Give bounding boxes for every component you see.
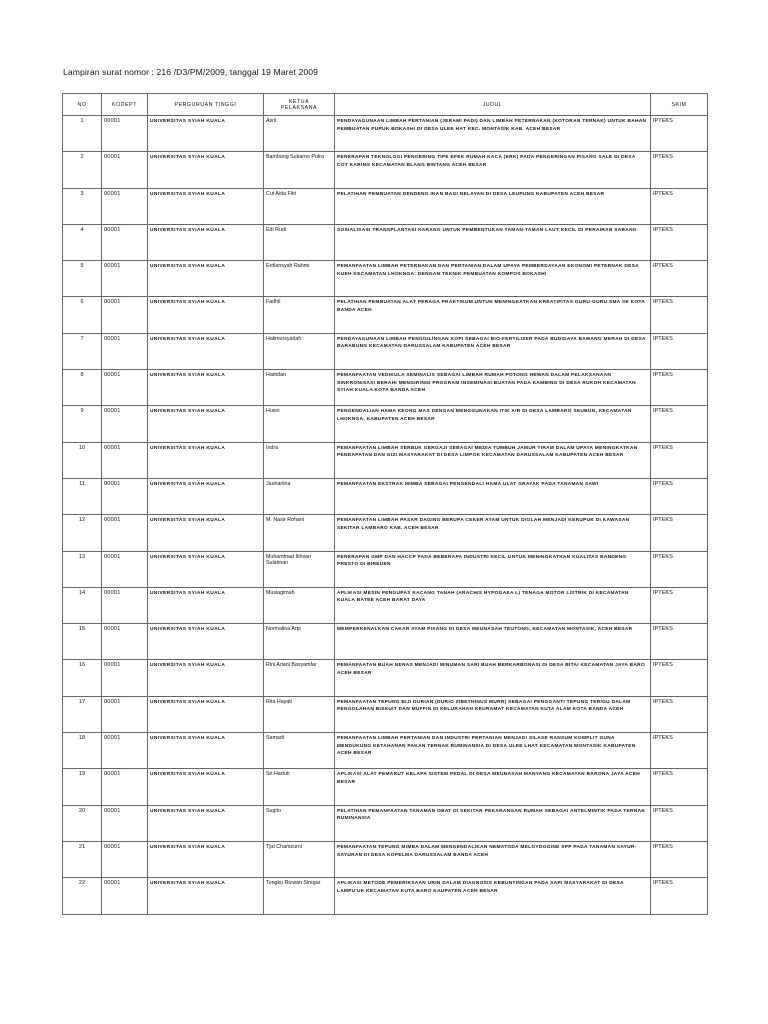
- judul-cell: PELATIHAN PEMANFAATAN TANAMAN OBAT DI SEKITAR PEKARANGAN RUMAH SEBAGAI ANTELMINTIK PADA TERNAK RUMINANSIA: [335, 805, 651, 841]
- header-perguruan-tinggi: PERGURUAN TINGGI: [148, 94, 264, 116]
- kodept-cell: 00001: [102, 551, 148, 587]
- row-number: 9: [63, 406, 102, 442]
- ketua-pelaksana-cell: Tjut Chamzurni: [264, 841, 335, 877]
- judul-cell: PELATIHAN PEMBUATAN ALAT PERAGA PRAKTIKUM UNTUK MENINGKATKAN KREATIFITAS GURU-GURU SMA SE KOTA BANDA ACEH: [335, 297, 651, 333]
- kodept-cell: 00001: [102, 696, 148, 732]
- perguruan-tinggi-cell: UNIVERSITAS SYIAH KUALA: [148, 769, 264, 805]
- row-number: 14: [63, 587, 102, 623]
- judul-cell: PEMANFAATAN BUAH NENAS MENJADI MINUMAN SARI BUAH BERKARBONASI DI DESA BITAI KECAMATAN JAYA BARO ACEH BESAR: [335, 660, 651, 696]
- ketua-pelaksana-cell: Halimursyadah: [264, 333, 335, 369]
- kodept-cell: 00001: [102, 442, 148, 478]
- skim-cell: IPTEKS: [651, 515, 708, 551]
- proposal-table: [62, 93, 708, 915]
- table-row: [63, 333, 708, 369]
- row-number: 12: [63, 515, 102, 551]
- skim-cell: IPTEKS: [651, 333, 708, 369]
- ketua-pelaksana-cell: Erdiansyah Rahmi: [264, 261, 335, 297]
- skim-cell: IPTEKS: [651, 261, 708, 297]
- skim-cell: IPTEKS: [651, 660, 708, 696]
- skim-cell: IPTEKS: [651, 370, 708, 406]
- row-number: 5: [63, 261, 102, 297]
- skim-cell: IPTEKS: [651, 878, 708, 914]
- row-number: 15: [63, 624, 102, 660]
- kodept-cell: 00001: [102, 805, 148, 841]
- judul-cell: PENERAPAN GMP DAN HACCP PADA BEBERAPA INDUSTRI KECIL UNTUK MENINGKATKAN KUALITAS BANDENG PRESTO DI BIREUEN: [335, 551, 651, 587]
- skim-cell: IPTEKS: [651, 841, 708, 877]
- table-row: [63, 152, 708, 188]
- header-ketua-line2: PELAKSANA: [280, 104, 318, 111]
- judul-cell: APLIKASI METODE PEMERIKSAAN URIN DALAM DIAGNOSIS KEBUNTINGAN PADA SAPI MASYARAKAT DI DESA LAMPU'UK KECAMATAN KUTA BARO KAUPATEN ACEH BESAR: [335, 878, 651, 914]
- skim-cell: IPTEKS: [651, 152, 708, 188]
- perguruan-tinggi-cell: UNIVERSITAS SYIAH KUALA: [148, 478, 264, 514]
- skim-cell: IPTEKS: [651, 188, 708, 224]
- perguruan-tinggi-cell: UNIVERSITAS SYIAH KUALA: [148, 878, 264, 914]
- header-no: NO: [63, 94, 102, 116]
- table-row: [63, 478, 708, 514]
- judul-cell: PEMANFAATAN LIMBAH SERBUK GERGAJI SEBAGAI MEDIA TUMBUH JAMUR TIRAM DALAM UPAYA MENINGKATKAN PENDAPATAN DAN GIZI MASYARAKAT DI DESA LIMPOK KECAMATAN DARUSSALAM KABUPATEN ACEH BESAR: [335, 442, 651, 478]
- judul-cell: PEMANFAATAN LIMBAH PERTANIAN DAN INDUSTRI PERTANIAN MENJADI SILASE RANSUM KOMPLIT GUNA MENDUKUNG KETAHANAN PAKAN TERNAK RUMINANSIA DI DESA ULEE LHAT KECAMATAN MONTASIK KABUPATEN ACEH BESAR: [335, 733, 651, 769]
- kodept-cell: 00001: [102, 478, 148, 514]
- kodept-cell: 00001: [102, 370, 148, 406]
- table-row: [63, 442, 708, 478]
- kodept-cell: 00001: [102, 515, 148, 551]
- table-row: [63, 261, 708, 297]
- ketua-pelaksana-cell: Tongku Rizwan Siregar: [264, 878, 335, 914]
- perguruan-tinggi-cell: UNIVERSITAS SYIAH KUALA: [148, 116, 264, 152]
- ketua-pelaksana-cell: Fadhil: [264, 297, 335, 333]
- header-kodept: KODEPT: [102, 94, 148, 116]
- row-number: 7: [63, 333, 102, 369]
- kodept-cell: 00001: [102, 587, 148, 623]
- row-number: 19: [63, 769, 102, 805]
- table-row: [63, 224, 708, 260]
- ketua-pelaksana-cell: Indra: [264, 442, 335, 478]
- perguruan-tinggi-cell: UNIVERSITAS SYIAH KUALA: [148, 442, 264, 478]
- kodept-cell: 00001: [102, 841, 148, 877]
- kodept-cell: 00001: [102, 116, 148, 152]
- judul-cell: MEMPERKENALKAN CAKAR AYAM PISANG DI DESA MEUNASAH TEUTONG, KECAMATAN MONTASIK, ACEH BESAR: [335, 624, 651, 660]
- ketua-pelaksana-cell: Bambang Sukarno Putra: [264, 152, 335, 188]
- header-skim: SKIM: [651, 94, 708, 116]
- table-row: [63, 624, 708, 660]
- ketua-pelaksana-cell: Edi Rudi: [264, 224, 335, 260]
- row-number: 16: [63, 660, 102, 696]
- perguruan-tinggi-cell: UNIVERSITAS SYIAH KUALA: [148, 370, 264, 406]
- skim-cell: IPTEKS: [651, 116, 708, 152]
- perguruan-tinggi-cell: UNIVERSITAS SYIAH KUALA: [148, 188, 264, 224]
- perguruan-tinggi-cell: UNIVERSITAS SYIAH KUALA: [148, 696, 264, 732]
- table-row: [63, 116, 708, 152]
- attachment-caption: Lampiran surat nomor : 216 /D3/PM/2009, tanggal 19 Maret 2009: [63, 67, 318, 77]
- table-row: [63, 660, 708, 696]
- table-row: [63, 297, 708, 333]
- kodept-cell: 00001: [102, 624, 148, 660]
- judul-cell: APLIKASI ALAT PEMARUT KELAPA SISTEM PEDAL DI DESA MEUNASAH MANYANG KECAMATAN BARONA JAYA ACEH BESAR: [335, 769, 651, 805]
- perguruan-tinggi-cell: UNIVERSITAS SYIAH KUALA: [148, 841, 264, 877]
- row-number: 4: [63, 224, 102, 260]
- table-row: [63, 696, 708, 732]
- row-number: 10: [63, 442, 102, 478]
- table-row: [63, 841, 708, 877]
- skim-cell: IPTEKS: [651, 551, 708, 587]
- row-number: 18: [63, 733, 102, 769]
- perguruan-tinggi-cell: UNIVERSITAS SYIAH KUALA: [148, 297, 264, 333]
- ketua-pelaksana-cell: Hamdan: [264, 370, 335, 406]
- row-number: 20: [63, 805, 102, 841]
- row-number: 22: [63, 878, 102, 914]
- ketua-pelaksana-cell: Sri Hartuti: [264, 769, 335, 805]
- row-number: 17: [63, 696, 102, 732]
- table-row: [63, 805, 708, 841]
- skim-cell: IPTEKS: [651, 769, 708, 805]
- row-number: 13: [63, 551, 102, 587]
- ketua-pelaksana-cell: Samadi: [264, 733, 335, 769]
- kodept-cell: 00001: [102, 297, 148, 333]
- judul-cell: PENDAYAGUNAAN LIMBAH PENGGILINGAN KOPI SEBAGAI BIO-FERTILIZER PADA BUDIDAYA BAWANG MERAH DI DESA BARABUNG KECAMATAN DARUSSALAM KABUPATEN ACEH BESAR: [335, 333, 651, 369]
- table-body: [63, 116, 708, 915]
- skim-cell: IPTEKS: [651, 805, 708, 841]
- row-number: 1: [63, 116, 102, 152]
- kodept-cell: 00001: [102, 333, 148, 369]
- table-row: [63, 733, 708, 769]
- ketua-pelaksana-cell: Rini Ariani Basyamfar: [264, 660, 335, 696]
- ketua-pelaksana-cell: Cut Aida Fitri: [264, 188, 335, 224]
- row-number: 11: [63, 478, 102, 514]
- ketua-pelaksana-cell: Sugito: [264, 805, 335, 841]
- judul-cell: PELATIHAN PEMBUATAN DENDENG IKAN BAGI NELAYAN DI DESA LEUPUNG KABUPATEN ACEH BESAR: [335, 188, 651, 224]
- perguruan-tinggi-cell: UNIVERSITAS SYIAH KUALA: [148, 261, 264, 297]
- row-number: 6: [63, 297, 102, 333]
- table-row: [63, 878, 708, 914]
- judul-cell: PENDAYAGUNAAN LIMBAH PERTANIAN (JERAMI PADI) DAN LIMBAH PETERNAKAN (KOTORAN TERNAK) UNTUK BAHAN PEMBUATAN PUPUK BOKASHI DI DESA ULEE HAT KEC. MONTASIK KAB. ACEH BESAR: [335, 116, 651, 152]
- ketua-pelaksana-cell: Husni: [264, 406, 335, 442]
- judul-cell: PEMANFAATAN TEPUNG BIJI DURIAN (DURIO ZIBETHINUS MURR) SEBAGAI PENGGANTI TEPUNG TERIGU DALAM PENGOLAHAN BISKUIT DAN MUFFIN DI KELURAHAN KEURAMAT KECAMATAN KUTA ALAM KOTA BANDA ACEH: [335, 696, 651, 732]
- skim-cell: IPTEKS: [651, 406, 708, 442]
- row-number: 3: [63, 188, 102, 224]
- skim-cell: IPTEKS: [651, 224, 708, 260]
- kodept-cell: 00001: [102, 878, 148, 914]
- perguruan-tinggi-cell: UNIVERSITAS SYIAH KUALA: [148, 551, 264, 587]
- perguruan-tinggi-cell: UNIVERSITAS SYIAH KUALA: [148, 660, 264, 696]
- kodept-cell: 00001: [102, 188, 148, 224]
- ketua-pelaksana-cell: Muhammad Ikhsan Sulaiman: [264, 551, 335, 587]
- kodept-cell: 00001: [102, 769, 148, 805]
- judul-cell: PEMANFAATAN EKSTRAK MIMBA SEBAGAI PENGENDALI HAMA ULAT GRAYAK PADA TANAMAN SAWI: [335, 478, 651, 514]
- skim-cell: IPTEKS: [651, 478, 708, 514]
- table-row: [63, 188, 708, 224]
- ketua-pelaksana-cell: Normalina Arpi: [264, 624, 335, 660]
- table-row: [63, 587, 708, 623]
- header-ketua-pelaksana: [264, 94, 335, 116]
- skim-cell: IPTEKS: [651, 696, 708, 732]
- perguruan-tinggi-cell: UNIVERSITAS SYIAH KUALA: [148, 333, 264, 369]
- row-number: 2: [63, 152, 102, 188]
- ketua-pelaksana-cell: Asril: [264, 116, 335, 152]
- row-number: 8: [63, 370, 102, 406]
- perguruan-tinggi-cell: UNIVERSITAS SYIAH KUALA: [148, 733, 264, 769]
- skim-cell: IPTEKS: [651, 733, 708, 769]
- table-header: [63, 94, 708, 116]
- header-judul: JUDUL: [335, 94, 651, 116]
- kodept-cell: 00001: [102, 261, 148, 297]
- perguruan-tinggi-cell: UNIVERSITAS SYIAH KUALA: [148, 152, 264, 188]
- ketua-pelaksana-cell: Muslagimah: [264, 587, 335, 623]
- kodept-cell: 00001: [102, 660, 148, 696]
- table-row: [63, 551, 708, 587]
- table-row: [63, 515, 708, 551]
- judul-cell: SOSIALISASI TRANSPLANTASI KARANG UNTUK PEMBENTUKAN TAMAN-TAMAN LAUT KECIL DI PERAIRAN SABANG: [335, 224, 651, 260]
- skim-cell: IPTEKS: [651, 297, 708, 333]
- kodept-cell: 00001: [102, 733, 148, 769]
- perguruan-tinggi-cell: UNIVERSITAS SYIAH KUALA: [148, 515, 264, 551]
- kodept-cell: 00001: [102, 152, 148, 188]
- ketua-pelaksana-cell: Jauharlina: [264, 478, 335, 514]
- ketua-pelaksana-cell: M. Nasir Rohani: [264, 515, 335, 551]
- perguruan-tinggi-cell: UNIVERSITAS SYIAH KUALA: [148, 805, 264, 841]
- judul-cell: PENGENDALIAN HAMA KEONG MAS DENGAN MENGGUNAKAN ITIK AIR DI DESA LAMBARO SEUBUN, KECAMATAN LHOKNGA, KABUPATEN ACEH BESAR: [335, 406, 651, 442]
- perguruan-tinggi-cell: UNIVERSITAS SYIAH KUALA: [148, 224, 264, 260]
- table-row: [63, 370, 708, 406]
- judul-cell: PEMANFAATAN LIMBAH PETERNAKAN DAN PERTANIAN DALAM UPAYA PEMBERDAYAAN EKONOMI PETERNAK DESA KUEH KECAMATAN LHOKNGA: DENGAN TEKNIK PEMBUATAN KOMPOS BOKASHI: [335, 261, 651, 297]
- row-number: 21: [63, 841, 102, 877]
- judul-cell: PENERAPAN TEKNOLOGI PENGERING TIPE EFEK RUMAH KACA (ERK) PADA PENGERINGAN PISANG SALE DI DESA COT KARING KECAMATAN BLANG BINTANG ACEH BESAR: [335, 152, 651, 188]
- judul-cell: PEMANFAATAN VEDIKULA SEMINALIS SEBAGAI LIMBAH RUMAH POTONG HEWAN DALAM PELAKSANAAN SINKRONISASI BERAHI MENGIRINGI PROGRAM INSEMINASI BUATAN PADA KAMBING DI DESA RUKOH KECAMATAN SYIAH KUALA KOTA BANDA ACEH: [335, 370, 651, 406]
- judul-cell: PEMANFAATAN LIMBAH PASAR DAGING BERUPA CEKER AYAM UNTUK DIOLAH MENJADI KERUPUK DI KAWASAN SEKITAR LAMBARO KAB. ACEH BESAR: [335, 515, 651, 551]
- perguruan-tinggi-cell: UNIVERSITAS SYIAH KUALA: [148, 624, 264, 660]
- perguruan-tinggi-cell: UNIVERSITAS SYIAH KUALA: [148, 406, 264, 442]
- table-row: [63, 406, 708, 442]
- kodept-cell: 00001: [102, 224, 148, 260]
- skim-cell: IPTEKS: [651, 442, 708, 478]
- ketua-pelaksana-cell: Rita Hayati: [264, 696, 335, 732]
- kodept-cell: 00001: [102, 406, 148, 442]
- judul-cell: PEMANFAATAN TEPUNG MIMBA DALAM MENGENDALIKAN NEMATODA MELOYDOGINE SPP PADA TANAMAN SAYUR-SAYURAN DI DESA KOPELMA DARUSSALAM BANDA ACEH: [335, 841, 651, 877]
- judul-cell: APLIKASI MESIN PENGUPAS KACANG TANAH (ARACHIS HYPOGAEA L) TENAGA MOTOR LISTRIK DI KECAMATAN KUALA BATEE ACEH BARAT DAYA: [335, 587, 651, 623]
- skim-cell: IPTEKS: [651, 624, 708, 660]
- perguruan-tinggi-cell: UNIVERSITAS SYIAH KUALA: [148, 587, 264, 623]
- header-ketua-line1: KETUA: [288, 98, 310, 105]
- skim-cell: IPTEKS: [651, 587, 708, 623]
- table-row: [63, 769, 708, 805]
